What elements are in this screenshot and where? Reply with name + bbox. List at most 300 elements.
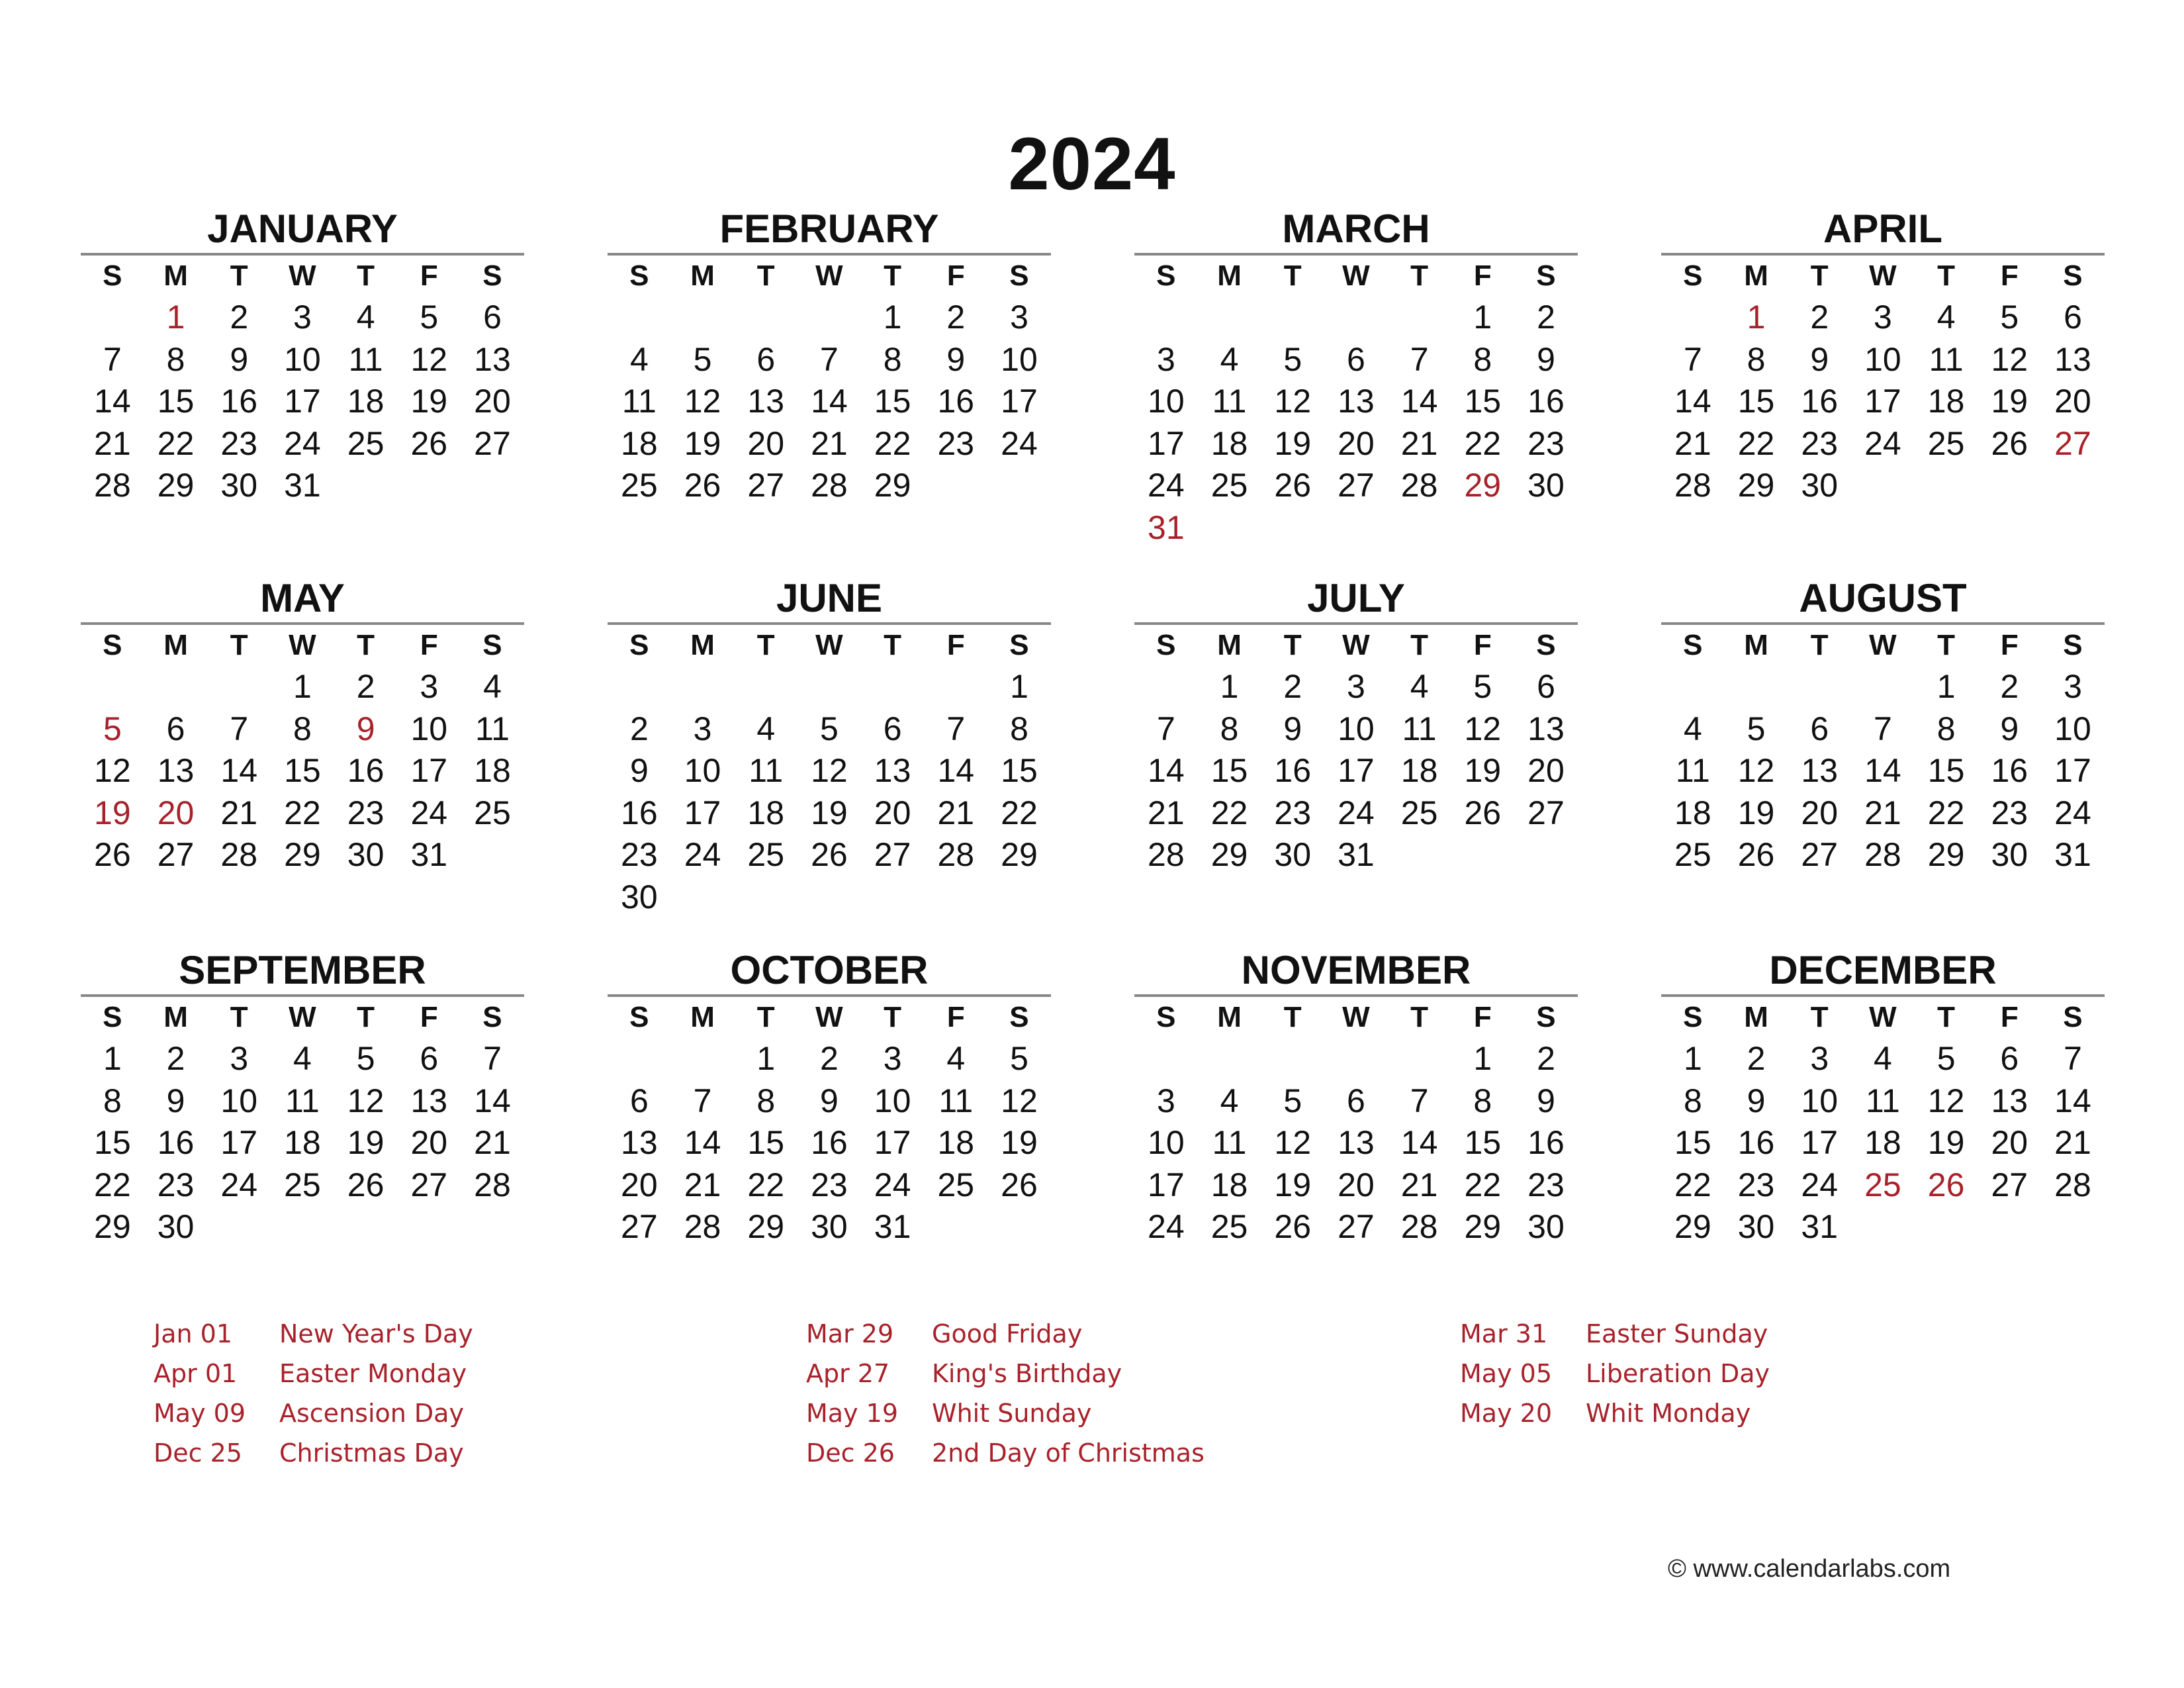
day-cell	[271, 1206, 334, 1248]
day-cell: 3	[1156, 340, 1175, 378]
weekday-header	[1661, 256, 2105, 297]
week-row	[1661, 708, 2105, 751]
day-cell	[1788, 666, 1851, 708]
day-cell: 20	[2054, 383, 2091, 420]
week-row	[608, 666, 1051, 708]
day-cell: 29	[1464, 1208, 1502, 1245]
day-cell: 10	[1148, 1124, 1185, 1161]
day-cell: 26	[410, 424, 448, 462]
week-row	[81, 465, 524, 507]
week-row	[81, 339, 524, 381]
weekday-label: S	[1156, 629, 1176, 661]
day-cell: 14	[684, 1124, 721, 1161]
weekday-label: W	[289, 629, 316, 661]
weekday-label: T	[1810, 259, 1829, 292]
day-cell: 9	[166, 1082, 185, 1119]
month-october	[608, 947, 1051, 1248]
day-cell: 14	[1400, 383, 1438, 420]
day-cell: 11	[475, 710, 510, 747]
day-cell: 12	[684, 383, 721, 420]
day-cell	[797, 876, 861, 919]
weekday-label: T	[230, 1001, 248, 1033]
day-cell: 14	[937, 752, 975, 789]
holiday-date: Dec 25	[154, 1438, 242, 1468]
day-cell: 15	[1464, 383, 1502, 420]
day-cell: 16	[157, 1124, 195, 1161]
day-cell	[924, 876, 987, 919]
holiday-date: Jan 01	[154, 1319, 233, 1348]
day-cell: 16	[1274, 752, 1312, 789]
day-cell: 22	[1464, 424, 1502, 462]
day-cell: 10	[1801, 1082, 1839, 1119]
week-row	[608, 1080, 1051, 1123]
day-cell: 18	[1210, 1166, 1248, 1203]
day-cell: 17	[1001, 383, 1038, 420]
day-cell: 16	[1527, 383, 1565, 420]
week-row	[1661, 1038, 2105, 1080]
day-cell: 1	[1747, 299, 1766, 336]
day-cell: 10	[1338, 710, 1375, 747]
day-cell: 17	[284, 383, 321, 420]
day-cell: 26	[347, 1166, 385, 1203]
day-cell	[1514, 834, 1578, 876]
week-row	[81, 297, 524, 339]
week-row	[608, 750, 1051, 792]
weekday-label: T	[230, 259, 248, 292]
day-cell: 24	[410, 794, 448, 831]
weekday-label: F	[420, 259, 438, 292]
week-row	[81, 1038, 524, 1080]
day-cell: 20	[1338, 424, 1375, 462]
day-cell: 22	[747, 1166, 785, 1203]
day-cell: 14	[811, 383, 848, 420]
day-cell: 25	[937, 1166, 975, 1203]
day-cell: 14	[94, 383, 131, 420]
weekday-label: M	[1217, 1001, 1242, 1033]
month-june	[608, 575, 1051, 918]
month-name: SEPTEMBER	[81, 947, 524, 997]
day-cell: 15	[747, 1124, 785, 1161]
day-cell: 9	[1283, 710, 1302, 747]
day-cell: 19	[1001, 1124, 1038, 1161]
day-cell: 6	[756, 340, 776, 378]
day-cell: 20	[621, 1166, 658, 1203]
holiday-list	[0, 1314, 2184, 1486]
day-cell: 3	[1010, 299, 1028, 336]
day-cell: 5	[2000, 299, 2019, 336]
day-cell	[1261, 297, 1324, 339]
weekday-label: W	[289, 259, 316, 292]
day-cell	[1324, 297, 1388, 339]
weekday-label: W	[1869, 259, 1897, 292]
day-cell: 28	[1148, 836, 1185, 873]
day-cell	[144, 666, 208, 708]
weekday-label: W	[815, 259, 843, 292]
day-cell: 15	[157, 383, 195, 420]
day-cell: 22	[94, 1166, 131, 1203]
day-cell: 10	[410, 710, 448, 747]
weekday-header	[1134, 256, 1578, 297]
weekday-label: S	[2063, 1001, 2083, 1033]
weekday-label: S	[482, 1001, 502, 1033]
day-cell: 2	[629, 710, 649, 747]
day-cell: 10	[2054, 710, 2091, 747]
day-cell: 2	[1283, 668, 1302, 705]
day-cell: 18	[474, 752, 511, 789]
day-cell: 26	[1001, 1166, 1038, 1203]
day-cell: 23	[347, 794, 385, 831]
day-cell: 27	[621, 1208, 658, 1245]
day-cell	[1324, 1038, 1388, 1080]
day-cell: 19	[1737, 794, 1775, 831]
weekday-label: W	[815, 1001, 843, 1033]
day-cell: 2	[356, 668, 375, 705]
day-cell	[81, 666, 144, 708]
day-cell: 31	[1148, 508, 1185, 546]
holiday-name: New Year's Day	[279, 1319, 473, 1348]
day-cell: 28	[1864, 836, 1901, 873]
week-row	[81, 750, 524, 792]
day-cell: 28	[1674, 467, 1711, 504]
day-cell: 15	[874, 383, 911, 420]
day-cell: 15	[1927, 752, 1965, 789]
weekday-label: S	[1009, 259, 1029, 292]
weekday-label: W	[1869, 629, 1897, 661]
holiday-row	[154, 1393, 473, 1433]
month-february	[608, 205, 1051, 507]
day-cell	[608, 666, 671, 708]
day-cell: 11	[621, 383, 657, 420]
day-cell: 1	[1683, 1040, 1702, 1077]
day-cell: 18	[284, 1124, 321, 1161]
week-row	[1134, 381, 1578, 423]
day-cell: 25	[1674, 836, 1711, 873]
day-cell: 2	[230, 299, 249, 336]
weekday-label: F	[946, 629, 965, 661]
day-cell: 11	[938, 1082, 974, 1119]
day-cell: 19	[1464, 752, 1502, 789]
weekday-label: M	[690, 629, 715, 661]
weekday-label: S	[1536, 1001, 1556, 1033]
week-row	[1134, 339, 1578, 381]
holiday-date: May 20	[1460, 1399, 1552, 1428]
day-cell	[924, 1206, 987, 1248]
week-row	[1661, 1164, 2105, 1207]
day-cell: 31	[410, 836, 448, 873]
day-cell: 13	[1338, 383, 1375, 420]
day-cell: 30	[1527, 467, 1565, 504]
day-cell: 7	[1410, 340, 1429, 378]
weekday-header	[608, 625, 1051, 666]
day-cell: 1	[883, 299, 902, 336]
day-cell: 6	[883, 710, 902, 747]
day-cell: 23	[1737, 1166, 1775, 1203]
day-cell: 31	[1338, 836, 1375, 873]
day-cell: 19	[1927, 1124, 1965, 1161]
holiday-row	[1460, 1393, 1770, 1433]
week-row	[81, 1164, 524, 1207]
weekday-label: S	[629, 629, 649, 661]
weekday-label: F	[2000, 259, 2019, 292]
day-cell: 25	[621, 467, 658, 504]
week-row	[608, 792, 1051, 835]
day-cell: 2	[820, 1040, 839, 1077]
day-cell: 8	[883, 340, 902, 378]
week-row	[81, 834, 524, 876]
day-cell: 16	[1991, 752, 2028, 789]
day-cell: 18	[1864, 1124, 1901, 1161]
day-cell	[1261, 507, 1324, 549]
week-row	[1661, 297, 2105, 339]
day-cell: 29	[1210, 836, 1248, 873]
weekday-label: F	[946, 259, 965, 292]
day-cell	[1388, 834, 1451, 876]
day-cell: 6	[1810, 710, 1829, 747]
day-cell: 26	[1991, 424, 2028, 462]
day-cell: 23	[1991, 794, 2028, 831]
weekday-header	[608, 997, 1051, 1038]
week-row	[1134, 666, 1578, 708]
day-cell: 7	[1874, 710, 1892, 747]
day-cell: 22	[874, 424, 911, 462]
day-cell: 26	[94, 836, 131, 873]
day-cell	[671, 666, 735, 708]
day-cell: 4	[1220, 1082, 1239, 1119]
weekday-label: F	[1473, 259, 1492, 292]
day-cell: 11	[348, 340, 383, 378]
day-cell: 27	[474, 424, 511, 462]
week-row	[608, 876, 1051, 919]
day-cell: 23	[811, 1166, 848, 1203]
week-row	[81, 1122, 524, 1164]
day-cell	[1198, 507, 1261, 549]
day-cell: 1	[1473, 299, 1492, 336]
week-row	[81, 666, 524, 708]
weekday-label: T	[884, 1001, 902, 1033]
holiday-name: Whit Monday	[1586, 1399, 1751, 1428]
week-row	[1134, 423, 1578, 465]
day-cell: 10	[220, 1082, 258, 1119]
day-cell: 27	[2054, 424, 2091, 462]
holiday-row	[1460, 1314, 1770, 1354]
day-cell: 6	[2000, 1040, 2019, 1077]
day-cell: 12	[1927, 1082, 1965, 1119]
day-cell: 22	[157, 424, 195, 462]
weekday-label: S	[1156, 1001, 1176, 1033]
day-cell: 20	[747, 424, 785, 462]
day-cell: 27	[1338, 467, 1375, 504]
holiday-row	[154, 1354, 473, 1393]
day-cell: 2	[1747, 1040, 1766, 1077]
week-row	[1661, 1122, 2105, 1164]
weekday-label: F	[420, 629, 438, 661]
day-cell: 5	[1473, 668, 1492, 705]
day-cell: 14	[220, 752, 258, 789]
weekday-label: S	[1683, 629, 1703, 661]
day-cell: 8	[1473, 340, 1492, 378]
day-cell: 21	[811, 424, 848, 462]
day-cell: 12	[811, 752, 848, 789]
holiday-name: Whit Sunday	[932, 1399, 1092, 1428]
holiday-name: Christmas Day	[279, 1438, 464, 1468]
day-cell: 23	[157, 1166, 195, 1203]
day-cell: 16	[811, 1124, 848, 1161]
day-cell: 5	[1283, 340, 1302, 378]
day-cell	[1978, 1206, 2041, 1248]
weekday-header	[608, 256, 1051, 297]
weekday-label: T	[884, 629, 902, 661]
day-cell: 4	[1874, 1040, 1892, 1077]
month-name: AUGUST	[1661, 575, 2105, 625]
day-cell: 25	[284, 1166, 321, 1203]
day-cell: 23	[1801, 424, 1839, 462]
weekday-header	[1134, 625, 1578, 666]
day-cell: 29	[747, 1208, 785, 1245]
day-cell: 5	[1283, 1082, 1302, 1119]
day-cell: 2	[2000, 668, 2019, 705]
week-row	[1661, 423, 2105, 465]
day-cell: 13	[474, 340, 511, 378]
day-cell: 29	[1674, 1208, 1711, 1245]
day-cell: 21	[1400, 1166, 1438, 1203]
day-cell: 7	[483, 1040, 502, 1077]
day-cell: 12	[1001, 1082, 1038, 1119]
weekday-label: T	[756, 259, 775, 292]
week-row	[1661, 666, 2105, 708]
day-cell: 16	[1737, 1124, 1775, 1161]
month-january	[81, 205, 524, 507]
month-name: APRIL	[1661, 205, 2105, 256]
day-cell: 8	[1683, 1082, 1702, 1119]
week-row	[1134, 792, 1578, 835]
day-cell: 5	[1747, 710, 1766, 747]
day-cell: 11	[285, 1082, 320, 1119]
day-cell: 22	[1674, 1166, 1711, 1203]
month-name: NOVEMBER	[1134, 947, 1578, 997]
holiday-name: Good Friday	[932, 1319, 1083, 1348]
day-cell: 4	[756, 710, 776, 747]
day-cell: 23	[1527, 424, 1565, 462]
day-cell: 21	[1674, 424, 1711, 462]
day-cell	[671, 876, 735, 919]
day-cell: 12	[1737, 752, 1775, 789]
day-cell: 24	[874, 1166, 911, 1203]
day-cell: 28	[684, 1208, 721, 1245]
day-cell: 3	[1347, 668, 1365, 705]
day-cell: 8	[1747, 340, 1766, 378]
day-cell	[2041, 465, 2105, 507]
day-cell: 19	[94, 794, 131, 831]
day-cell	[987, 1206, 1051, 1248]
day-cell: 18	[1210, 424, 1248, 462]
day-cell: 29	[1001, 836, 1038, 873]
weekday-label: M	[163, 1001, 188, 1033]
day-cell: 4	[483, 668, 502, 705]
weekday-label: M	[1744, 1001, 1768, 1033]
day-cell: 2	[1537, 1040, 1555, 1077]
holiday-date: Mar 29	[806, 1319, 894, 1348]
day-cell: 21	[474, 1124, 511, 1161]
month-name: JUNE	[608, 575, 1051, 625]
week-row	[1134, 1038, 1578, 1080]
day-cell: 19	[1274, 1166, 1312, 1203]
month-november	[1134, 947, 1578, 1248]
weekday-label: T	[1810, 1001, 1829, 1033]
day-cell	[797, 297, 861, 339]
weekday-label: F	[2000, 629, 2019, 661]
day-cell: 19	[347, 1124, 385, 1161]
day-cell: 21	[937, 794, 975, 831]
day-cell: 21	[1864, 794, 1901, 831]
holiday-column	[806, 1314, 1205, 1473]
weekday-label: T	[357, 629, 375, 661]
day-cell	[1388, 1038, 1451, 1080]
day-cell: 14	[1864, 752, 1901, 789]
day-cell: 10	[1864, 340, 1901, 378]
day-cell: 9	[1747, 1082, 1766, 1119]
month-september	[81, 947, 524, 1248]
day-cell: 13	[1338, 1124, 1375, 1161]
weekday-label: M	[1217, 629, 1242, 661]
day-cell	[987, 465, 1051, 507]
day-cell: 19	[684, 424, 721, 462]
day-cell: 22	[284, 794, 321, 831]
weekday-label: S	[1536, 259, 1556, 292]
weekday-header	[1134, 997, 1578, 1038]
holiday-name: Easter Monday	[279, 1359, 467, 1388]
day-cell: 26	[811, 836, 848, 873]
day-cell: 26	[1274, 467, 1312, 504]
day-cell: 10	[874, 1082, 911, 1119]
month-name: DECEMBER	[1661, 947, 2105, 997]
day-cell: 16	[1527, 1124, 1565, 1161]
weekday-label: T	[1937, 629, 1956, 661]
day-cell	[734, 297, 797, 339]
weekday-label: W	[1342, 1001, 1370, 1033]
week-row	[1661, 750, 2105, 792]
day-cell: 28	[811, 467, 848, 504]
day-cell	[1851, 1206, 1915, 1248]
day-cell: 22	[1001, 794, 1038, 831]
day-cell	[1198, 1038, 1261, 1080]
day-cell	[1978, 465, 2041, 507]
day-cell: 6	[420, 1040, 439, 1077]
day-cell: 7	[2064, 1040, 2082, 1077]
day-cell: 7	[1156, 710, 1175, 747]
day-cell: 18	[937, 1124, 975, 1161]
weekday-label: T	[357, 1001, 375, 1033]
day-cell: 15	[1737, 383, 1775, 420]
day-cell: 1	[1010, 668, 1028, 705]
day-cell: 21	[220, 794, 258, 831]
week-row	[608, 708, 1051, 751]
day-cell: 25	[347, 424, 385, 462]
day-cell: 15	[284, 752, 321, 789]
holiday-row	[154, 1433, 473, 1473]
day-cell: 9	[356, 710, 375, 747]
weekday-header	[81, 625, 524, 666]
week-row	[81, 1206, 524, 1248]
day-cell: 17	[1864, 383, 1901, 420]
day-cell: 11	[1929, 340, 1964, 378]
week-row	[608, 1164, 1051, 1207]
day-cell: 8	[1010, 710, 1028, 747]
day-cell: 20	[1338, 1166, 1375, 1203]
day-cell: 5	[1010, 1040, 1028, 1077]
weekday-label: F	[1473, 629, 1492, 661]
day-cell: 6	[1347, 1082, 1365, 1119]
day-cell: 18	[621, 424, 658, 462]
